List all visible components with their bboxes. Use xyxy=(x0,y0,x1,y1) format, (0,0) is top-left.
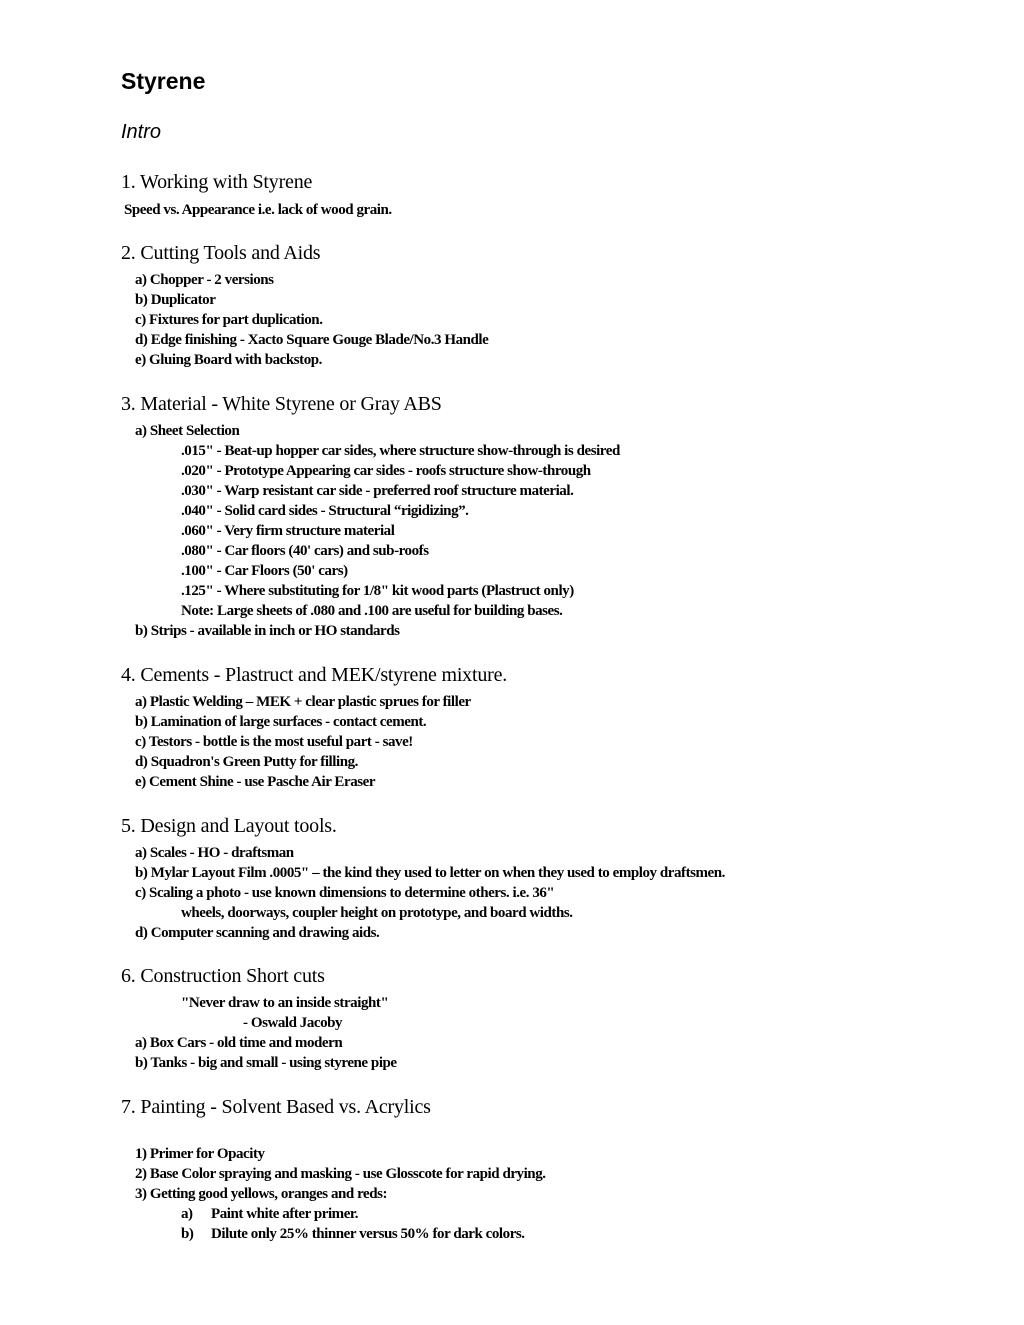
section-2-item: a) Chopper - 2 versions xyxy=(135,272,274,288)
sheet-thickness-item: .060" - Very firm structure material xyxy=(181,523,395,539)
document-title: Styrene xyxy=(121,68,206,94)
intro-heading: Intro xyxy=(121,121,162,143)
section-7-item: 1) Primer for Opacity xyxy=(135,1146,265,1162)
section-2-item: d) Edge finishing - Xacto Square Gouge Blade/No.3 Handle xyxy=(135,332,489,348)
section-2-item: c) Fixtures for part duplication. xyxy=(135,312,323,328)
sheet-thickness-item: .125" - Where substituting for 1/8" kit wood parts (Plastruct only) xyxy=(181,583,574,599)
section-5-item: a) Scales - HO - draftsman xyxy=(135,845,294,861)
quote: "Never draw to an inside straight" xyxy=(181,995,389,1011)
sheet-thickness-item: .040" - Solid card sides - Structural “rigidizing”. xyxy=(181,503,469,519)
section-5-item-continuation: wheels, doorways, coupler height on prototype, and board widths. xyxy=(181,905,573,921)
subitem-label: a) xyxy=(181,1206,193,1222)
sheet-thickness-item: .030" - Warp resistant car side - preferred roof structure material. xyxy=(181,483,574,499)
section-6-item: a) Box Cars - old time and modern xyxy=(135,1035,343,1051)
section-1-text: Speed vs. Appearance i.e. lack of wood grain. xyxy=(124,202,392,218)
sheet-selection-label: a) Sheet Selection xyxy=(135,423,240,439)
subitem-label: b) xyxy=(181,1226,194,1242)
section-4-item: b) Lamination of large surfaces - contact cement. xyxy=(135,714,427,730)
quote-attribution: - Oswald Jacoby xyxy=(243,1015,343,1031)
section-5-item: d) Computer scanning and drawing aids. xyxy=(135,925,380,941)
strips-item: b) Strips - available in inch or HO standards xyxy=(135,623,400,639)
section-6-heading: 6. Construction Short cuts xyxy=(121,965,325,987)
section-6-item: b) Tanks - big and small - using styrene pipe xyxy=(135,1055,397,1071)
section-1-heading: 1. Working with Styrene xyxy=(121,171,313,193)
sheet-thickness-item: .020" - Prototype Appearing car sides - roofs structure show-through xyxy=(181,463,591,479)
subitem-text: Paint white after primer. xyxy=(211,1206,359,1222)
section-2-heading: 2. Cutting Tools and Aids xyxy=(121,242,321,264)
section-4-item: c) Testors - bottle is the most useful part - save! xyxy=(135,734,413,750)
section-5-item: c) Scaling a photo - use known dimensions to determine others. i.e. 36" xyxy=(135,885,555,901)
sheet-thickness-item: .080" - Car floors (40' cars) and sub-roofs xyxy=(181,543,429,559)
section-4-item: a) Plastic Welding – MEK + clear plastic sprues for filler xyxy=(135,694,471,710)
section-7-item: 2) Base Color spraying and masking - use Glosscote for rapid drying. xyxy=(135,1166,546,1182)
section-7-heading: 7. Painting - Solvent Based vs. Acrylics xyxy=(121,1096,431,1118)
section-2-item: e) Gluing Board with backstop. xyxy=(135,352,322,368)
section-3-heading: 3. Material - White Styrene or Gray ABS xyxy=(121,393,442,415)
sheet-note: Note: Large sheets of .080 and .100 are useful for building bases. xyxy=(181,603,563,619)
subitem-text: Dilute only 25% thinner versus 50% for dark colors. xyxy=(211,1226,525,1242)
section-5-heading: 5. Design and Layout tools. xyxy=(121,815,337,837)
section-7-subitem xyxy=(181,1226,525,1243)
section-7-item: 3) Getting good yellows, oranges and reds: xyxy=(135,1186,388,1202)
section-4-item: e) Cement Shine - use Pasche Air Eraser xyxy=(135,774,376,790)
section-4-heading: 4. Cements - Plastruct and MEK/styrene mixture. xyxy=(121,664,508,686)
sheet-thickness-item: .100" - Car Floors (50' cars) xyxy=(181,563,348,579)
section-4-item: d) Squadron's Green Putty for filling. xyxy=(135,754,358,770)
section-7-subitem xyxy=(181,1206,358,1223)
sheet-thickness-item: .015" - Beat-up hopper car sides, where structure show-through is desired xyxy=(181,443,620,459)
section-2-item: b) Duplicator xyxy=(135,292,216,308)
section-5-item: b) Mylar Layout Film .0005" – the kind they used to letter on when they used to employ draftsmen. xyxy=(135,865,725,881)
